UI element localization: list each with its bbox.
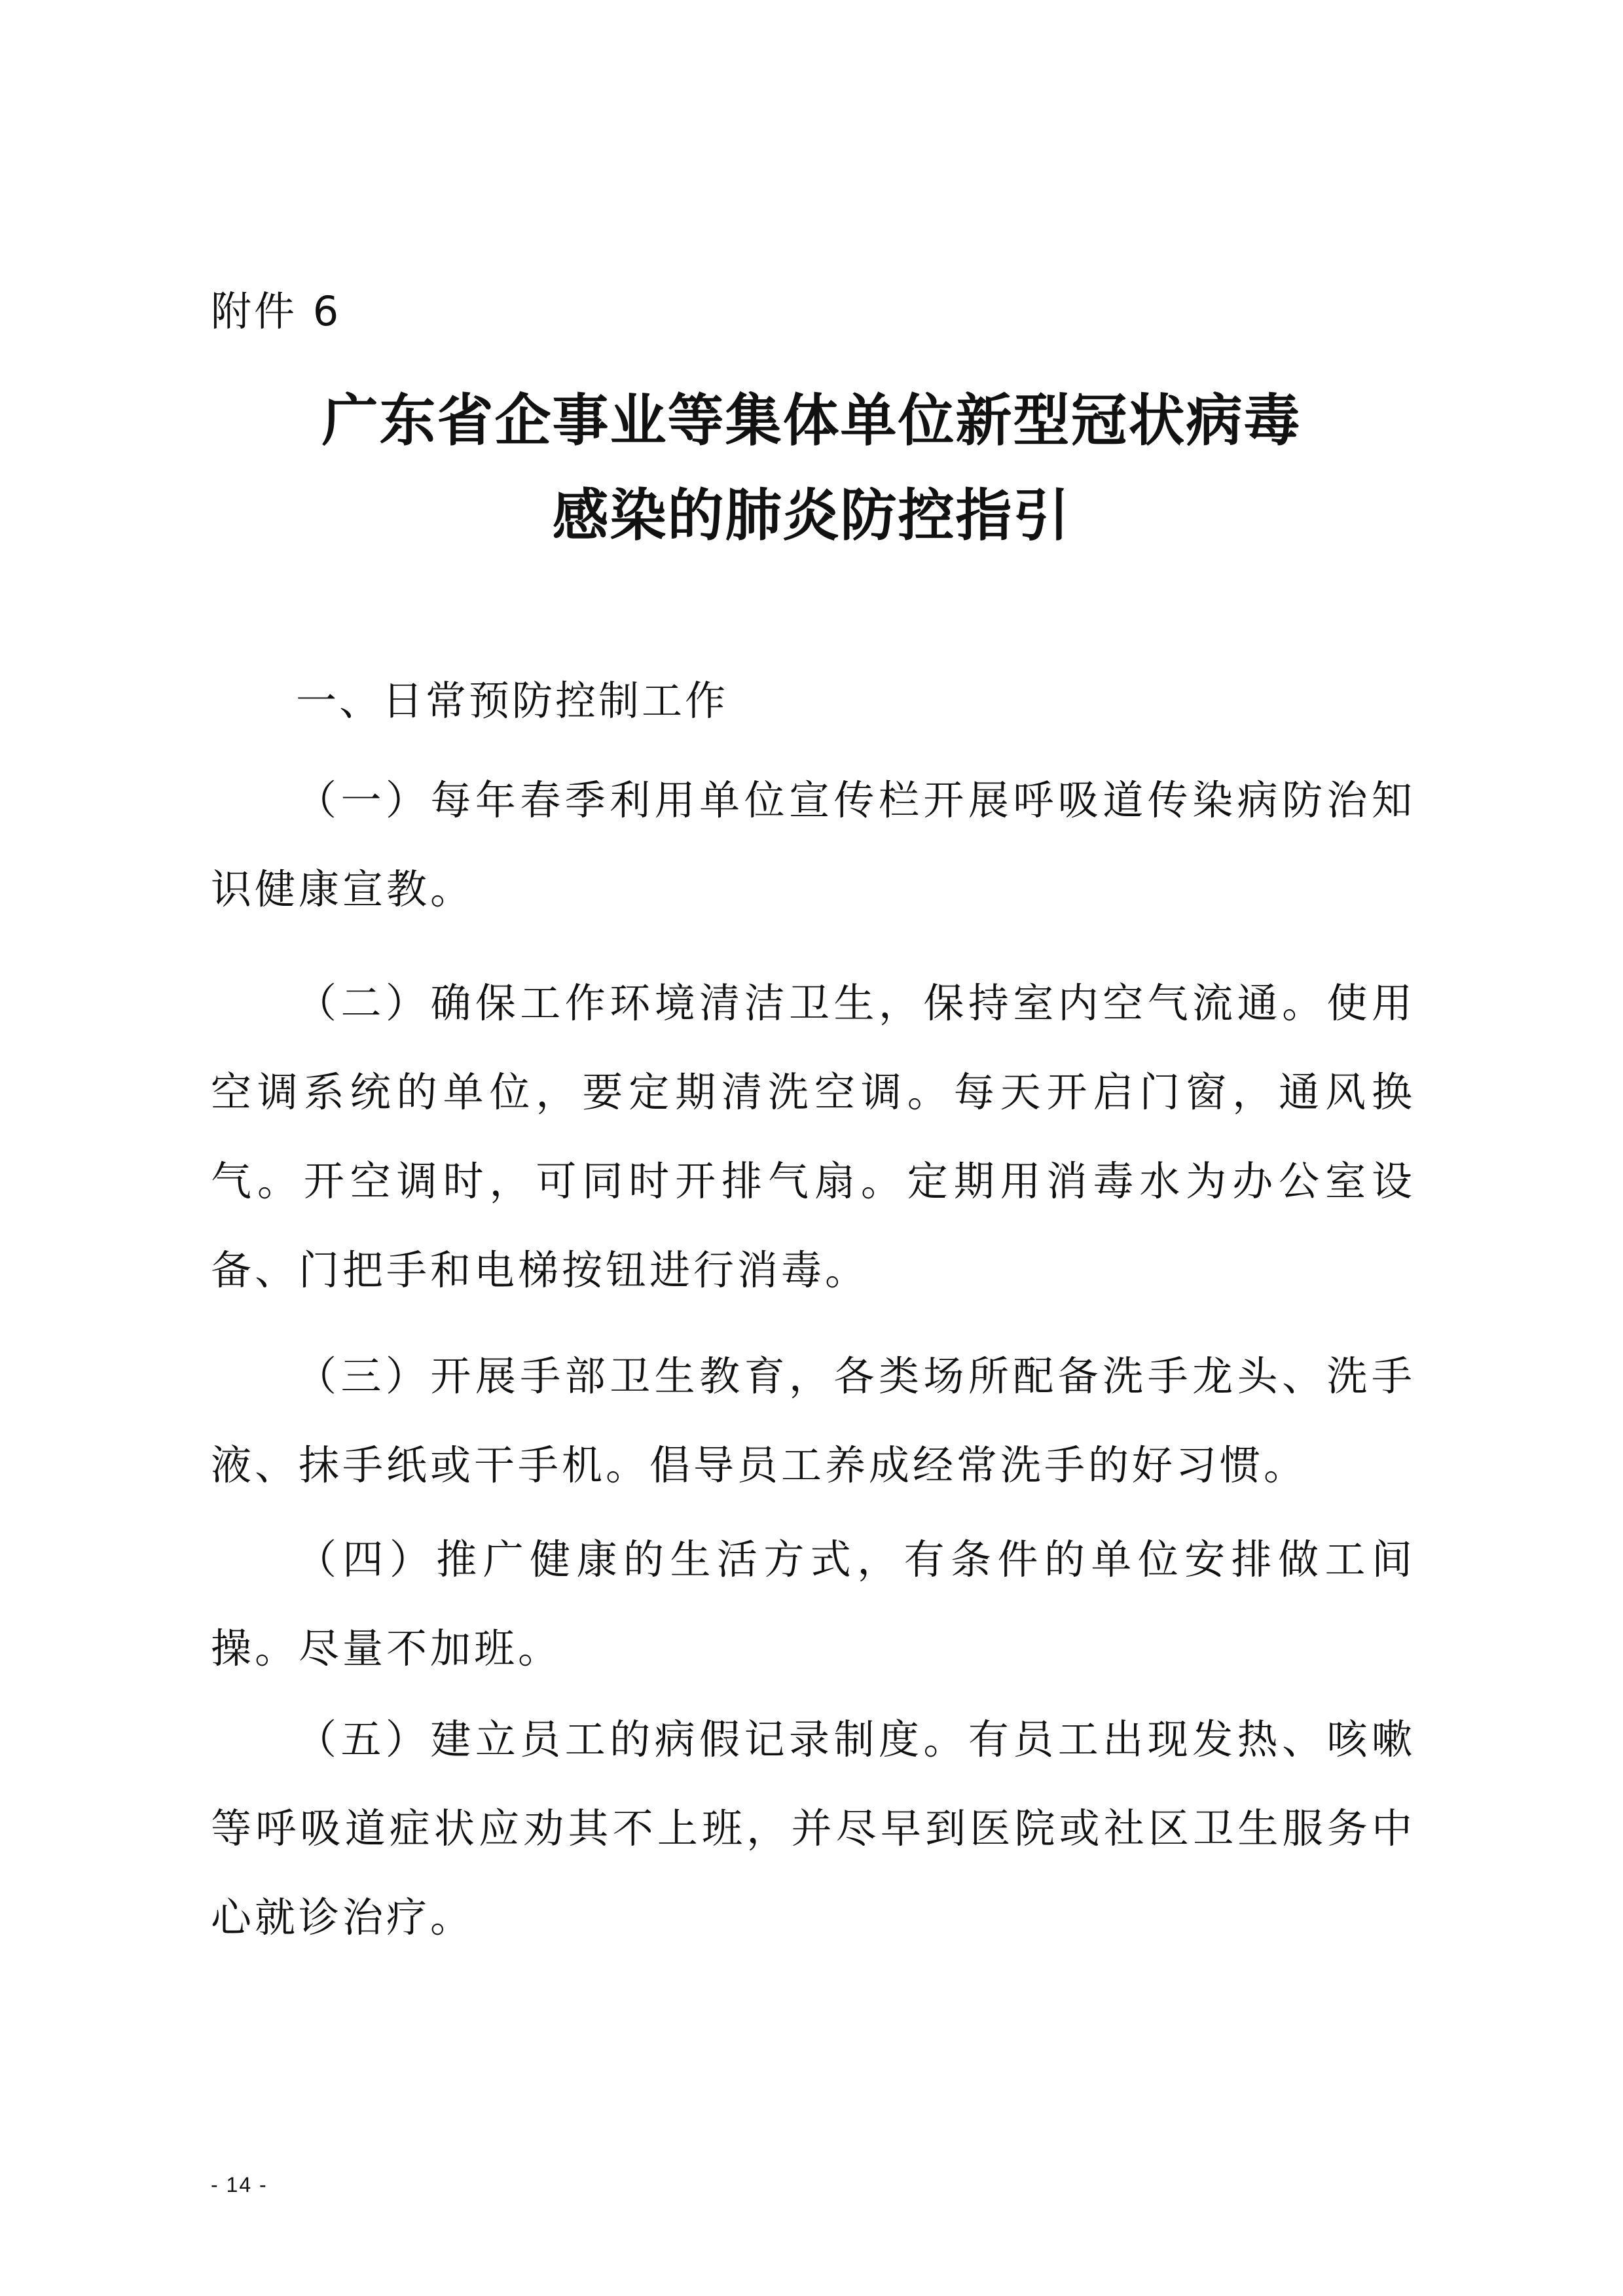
paragraph-2: （二）确保工作环境清洁卫生，保持室内空气流通。使用空调系统的单位，要定期清洗空调。每天开启门窗，通风换气。开空调时，可同时开排气扇。定期用消毒水为办公室设备、门把手和电梯按钮进行消毒。 xyxy=(211,979,1415,1294)
page-number: - 14 - xyxy=(211,2173,268,2197)
paragraph-5: （五）建立员工的病假记录制度。有员工出现发热、咳嗽等呼吸道症状应劝其不上班，并尽早到医院或社区卫生服务中心就诊治疗。 xyxy=(211,1715,1415,1941)
document-title-line-1: 广东省企事业等集体单位新型冠状病毒 xyxy=(321,387,1302,454)
section-heading: 一、日常预防控制工作 xyxy=(296,677,729,725)
attachment-label: 附件 6 xyxy=(211,287,342,335)
document-title-line-2: 感染的肺炎防控指引 xyxy=(552,482,1071,548)
paragraph-1: （一）每年春季利用单位宣传栏开展呼吸道传染病防治知识健康宣教。 xyxy=(211,776,1415,913)
paragraph-4: （四）推广健康的生活方式，有条件的单位安排做工间操。尽量不加班。 xyxy=(211,1535,1415,1672)
paragraph-3: （三）开展手部卫生教育，各类场所配备洗手龙头、洗手液、抹手纸或干手机。倡导员工养成经常洗手的好习惯。 xyxy=(211,1352,1415,1489)
